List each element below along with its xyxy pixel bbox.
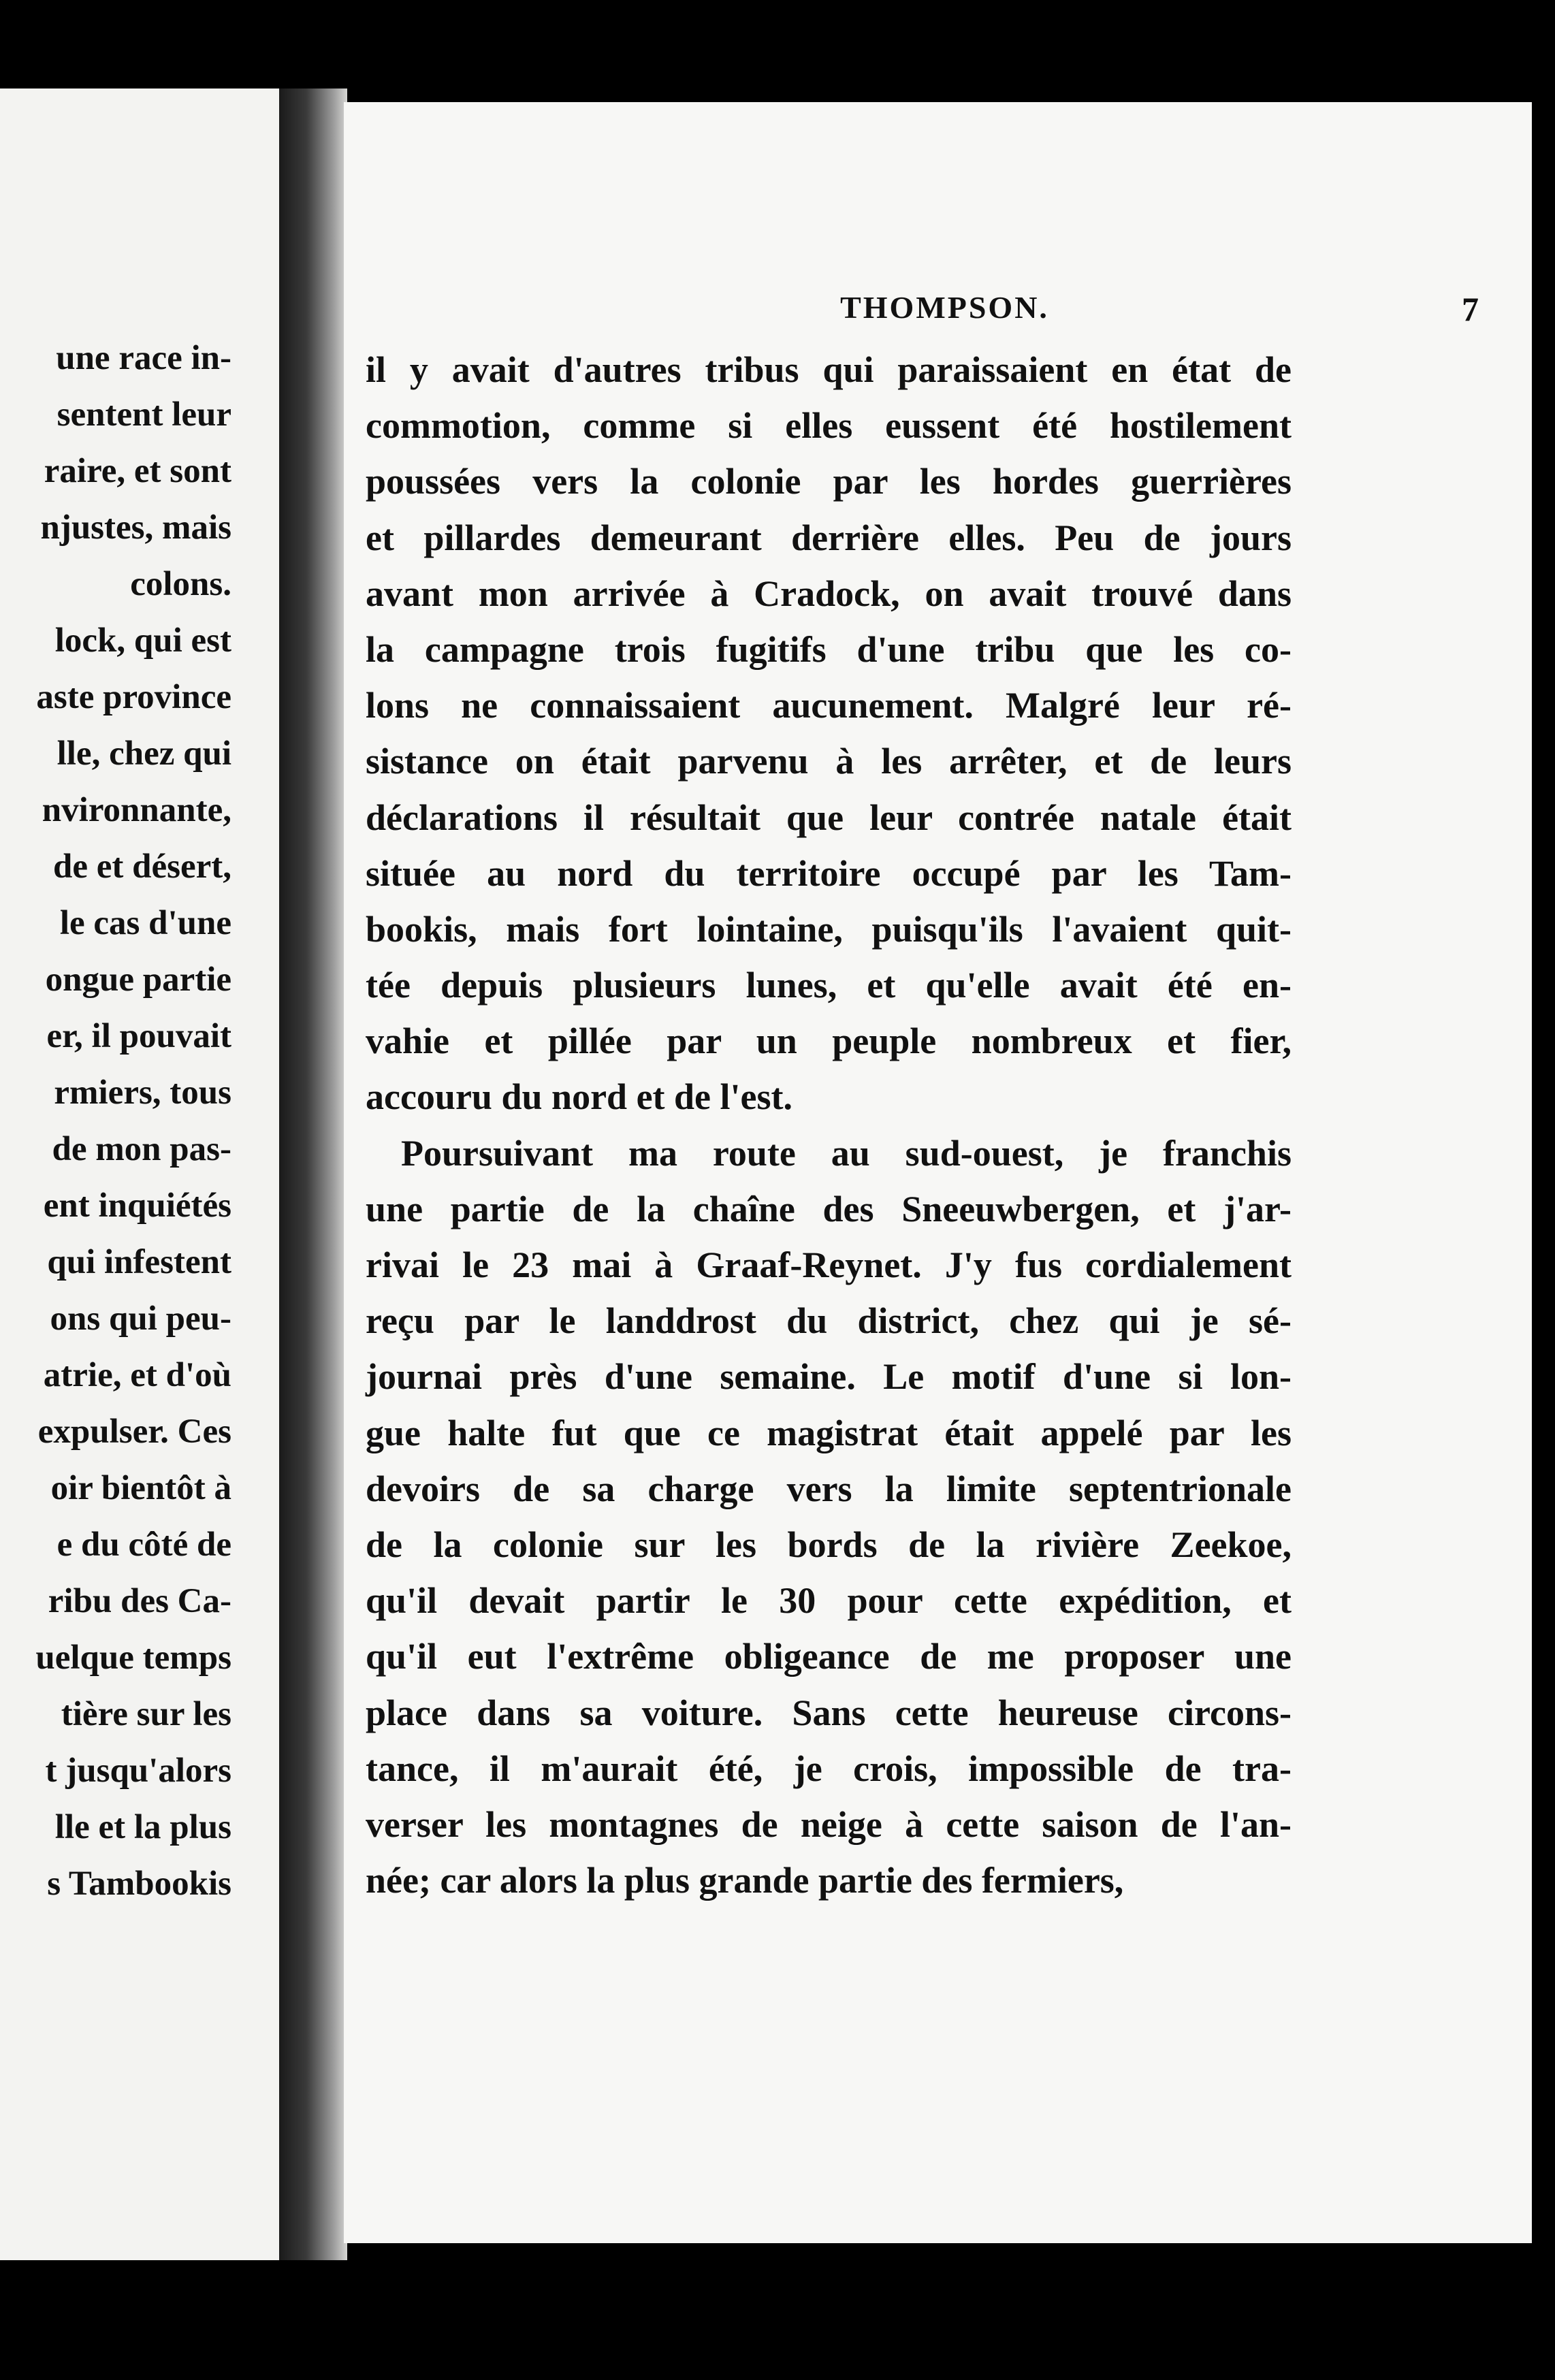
left-page-line: ribu des Ca-	[48, 1582, 231, 1620]
left-page-line: ent inquiétés	[43, 1187, 231, 1225]
left-page-line: raire, et sont	[44, 452, 231, 490]
left-page-line: une race in-	[56, 339, 231, 377]
text-line: bookis, mais fort lointaine, puisqu'ils l'avaient quit-	[366, 908, 1292, 950]
text-line: tée depuis plusieurs lunes, et qu'elle avait été en-	[366, 965, 1292, 1006]
text-line: commotion, comme si elles eussent été hostilement	[366, 405, 1292, 447]
left-page-line: tière sur les	[61, 1695, 231, 1733]
text-line: qu'il eut l'extrême obligeance de me proposer une	[366, 1636, 1292, 1677]
left-page-line: njustes, mais	[40, 509, 231, 547]
text-line: vahie et pillée par un peuple nombreux et fier,	[366, 1020, 1292, 1062]
left-page-line: uelque temps	[35, 1639, 231, 1677]
book-gutter	[279, 89, 347, 2260]
left-page-line: ons qui peu-	[50, 1300, 231, 1338]
left-page-line: de mon pas-	[52, 1130, 231, 1168]
text-line: Poursuivant ma route au sud-ouest, je franchis	[401, 1132, 1292, 1174]
body-text	[366, 342, 1292, 1908]
left-page-line: qui infestent	[47, 1243, 231, 1281]
left-page-line: er, il pouvait	[46, 1017, 231, 1055]
left-page-line: s Tambookis	[47, 1865, 231, 1903]
text-line: rivai le 23 mai à Graaf-Reynet. J'y fus cordialement	[366, 1244, 1292, 1285]
paragraph-2	[366, 1125, 1292, 1909]
text-line: une partie de la chaîne des Sneeuwbergen, et j'ar-	[366, 1188, 1292, 1229]
left-page-line: le cas d'une	[59, 904, 231, 942]
left-page-line: oir bientôt à	[50, 1469, 231, 1507]
left-page-line: t jusqu'alors	[45, 1752, 231, 1790]
text-line: de la colonie sur les bords de la rivière Zeekoe,	[366, 1524, 1292, 1565]
left-page	[0, 89, 279, 2260]
text-line: et pillardes demeurant derrière elles. Peu de jours	[366, 517, 1292, 558]
page-number: 7	[1462, 290, 1479, 328]
text-line: qu'il devait partir le 30 pour cette expédition, et	[366, 1580, 1292, 1622]
text-line: avant mon arrivée à Cradock, on avait trouvé dans	[366, 573, 1292, 614]
left-page-line: atrie, et d'où	[43, 1356, 231, 1394]
text-line: sistance on était parvenu à les arrêter, et de leurs	[366, 741, 1292, 782]
left-page-line: lle, chez qui	[57, 735, 231, 773]
text-line: déclarations il résultait que leur contrée natale était	[366, 797, 1292, 838]
text-line: verser les montagnes de neige à cette saison de l'an-	[366, 1803, 1292, 1845]
text-line: poussées vers la colonie par les hordes guerrières	[366, 461, 1292, 502]
left-page-line: sentent leur	[57, 396, 231, 434]
text-line: il y avait d'autres tribus qui paraissaient en état de	[366, 349, 1292, 390]
text-line: reçu par le landdrost du district, chez qui je sé-	[366, 1300, 1292, 1342]
text-line: devoirs de sa charge vers la limite septentrionale	[366, 1468, 1292, 1509]
text-line: tance, il m'aurait été, je crois, impossible de tra-	[366, 1748, 1292, 1789]
text-line: accouru du nord et de l'est.	[366, 1076, 792, 1118]
text-line: lons ne connaissaient aucunement. Malgré leur ré-	[366, 685, 1292, 726]
paragraph-1	[366, 342, 1292, 1125]
left-page-line: expulser. Ces	[37, 1413, 231, 1451]
text-line: gue halte fut que ce magistrat était appelé par les	[366, 1412, 1292, 1453]
left-page-line: rmiers, tous	[54, 1074, 231, 1112]
text-line: née; car alors la plus grande partie des fermiers,	[366, 1860, 1124, 1901]
right-page	[344, 102, 1532, 2243]
text-line: située au nord du territoire occupé par les Tam-	[366, 852, 1292, 894]
left-page-line: lock, qui est	[54, 622, 231, 660]
text-line: place dans sa voiture. Sans cette heureuse circons-	[366, 1692, 1292, 1733]
left-page-line: ongue partie	[45, 961, 231, 999]
left-page-line: nvironnante,	[42, 791, 231, 829]
left-page-line: lle et la plus	[54, 1808, 231, 1846]
text-line: journai près d'une semaine. Le motif d'une si lon-	[366, 1356, 1292, 1398]
page-header	[344, 289, 1532, 337]
text-line: la campagne trois fugitifs d'une tribu que les co-	[366, 628, 1292, 670]
left-page-line: aste province	[36, 678, 231, 716]
left-page-text	[0, 330, 231, 1912]
left-page-line: colons.	[130, 565, 231, 603]
left-page-line: de et désert,	[53, 848, 231, 886]
left-page-line: e du côté de	[57, 1526, 231, 1564]
running-head: THOMPSON.	[840, 290, 1049, 325]
